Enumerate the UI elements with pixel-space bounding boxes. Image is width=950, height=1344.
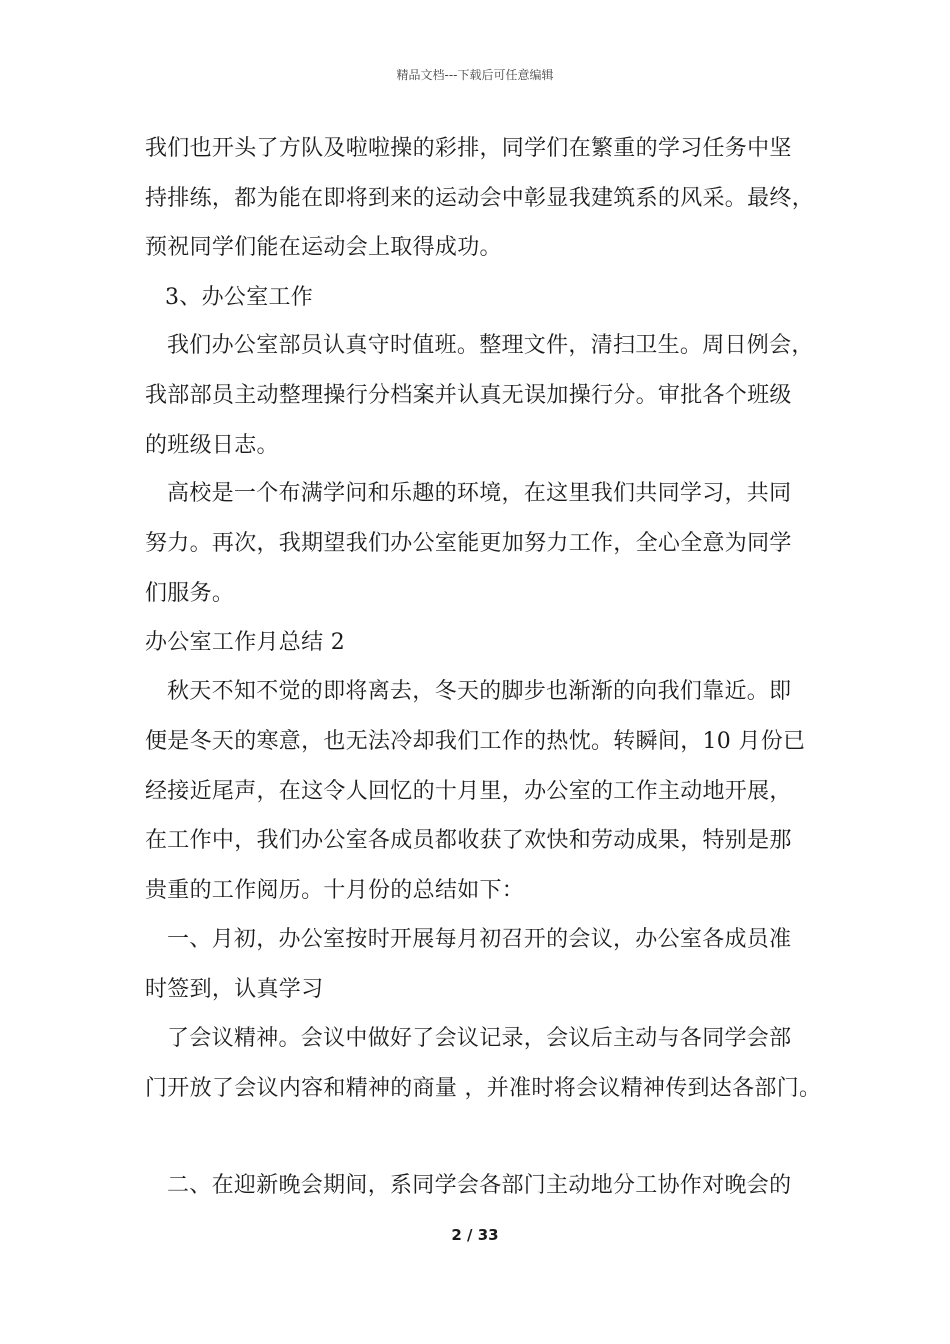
body-line: 经接近尾声，在这令人回忆的十月里，办公室的工作主动地开展， <box>145 779 792 804</box>
body-line: 我们也开头了方队及啦啦操的彩排，同学们在繁重的学习任务中坚 <box>145 136 792 161</box>
body-line: 门开放了会议内容和精神的商量 ，并准时将会议精神传到达各部门。 <box>145 1076 822 1101</box>
page-header: 精品文档---下载后可任意编辑 <box>396 68 554 82</box>
page-number: 2 / 33 <box>451 1226 499 1244</box>
body-line: 高校是一个布满学问和乐趣的环境，在这里我们共同学习，共同 <box>167 481 792 506</box>
body-line: 努力。再次，我期望我们办公室能更加努力工作，全心全意为同学 <box>145 531 792 556</box>
section-heading: 3、办公室工作 <box>165 285 314 310</box>
body-line: 贵重的工作阅历。十月份的总结如下： <box>145 878 525 903</box>
body-line: 的班级日志。 <box>145 433 279 458</box>
body-line: 了会议精神。会议中做好了会议记录，会议后主动与各同学会部 <box>167 1026 792 1051</box>
body-line: 我部部员主动整理操行分档案并认真无误加操行分。审批各个班级 <box>145 383 792 408</box>
body-line: 持排练，都为能在即将到来的运动会中彰显我建筑系的风采。最终， <box>145 186 815 211</box>
body-line: 在工作中，我们办公室各成员都收获了欢快和劳动成果，特别是那 <box>145 828 792 853</box>
body-line: 一、月初，办公室按时开展每月初召开的会议，办公室各成员准 <box>167 927 792 952</box>
body-line: 便是冬天的寒意，也无法冷却我们工作的热忱。转瞬间，10 月份已 <box>145 729 806 754</box>
body-line: 秋天不知不觉的即将离去，冬天的脚步也渐渐的向我们靠近。即 <box>167 679 792 704</box>
body-line: 们服务。 <box>145 581 235 606</box>
body-line: 二、在迎新晚会期间，系同学会各部门主动地分工协作对晚会的 <box>167 1173 792 1198</box>
body-line: 我们办公室部员认真守时值班。整理文件，清扫卫生。周日例会， <box>167 333 814 358</box>
section-title: 办公室工作月总结 2 <box>145 630 345 655</box>
body-line: 预祝同学们能在运动会上取得成功。 <box>145 235 502 260</box>
body-line: 时签到，认真学习 <box>145 977 324 1002</box>
